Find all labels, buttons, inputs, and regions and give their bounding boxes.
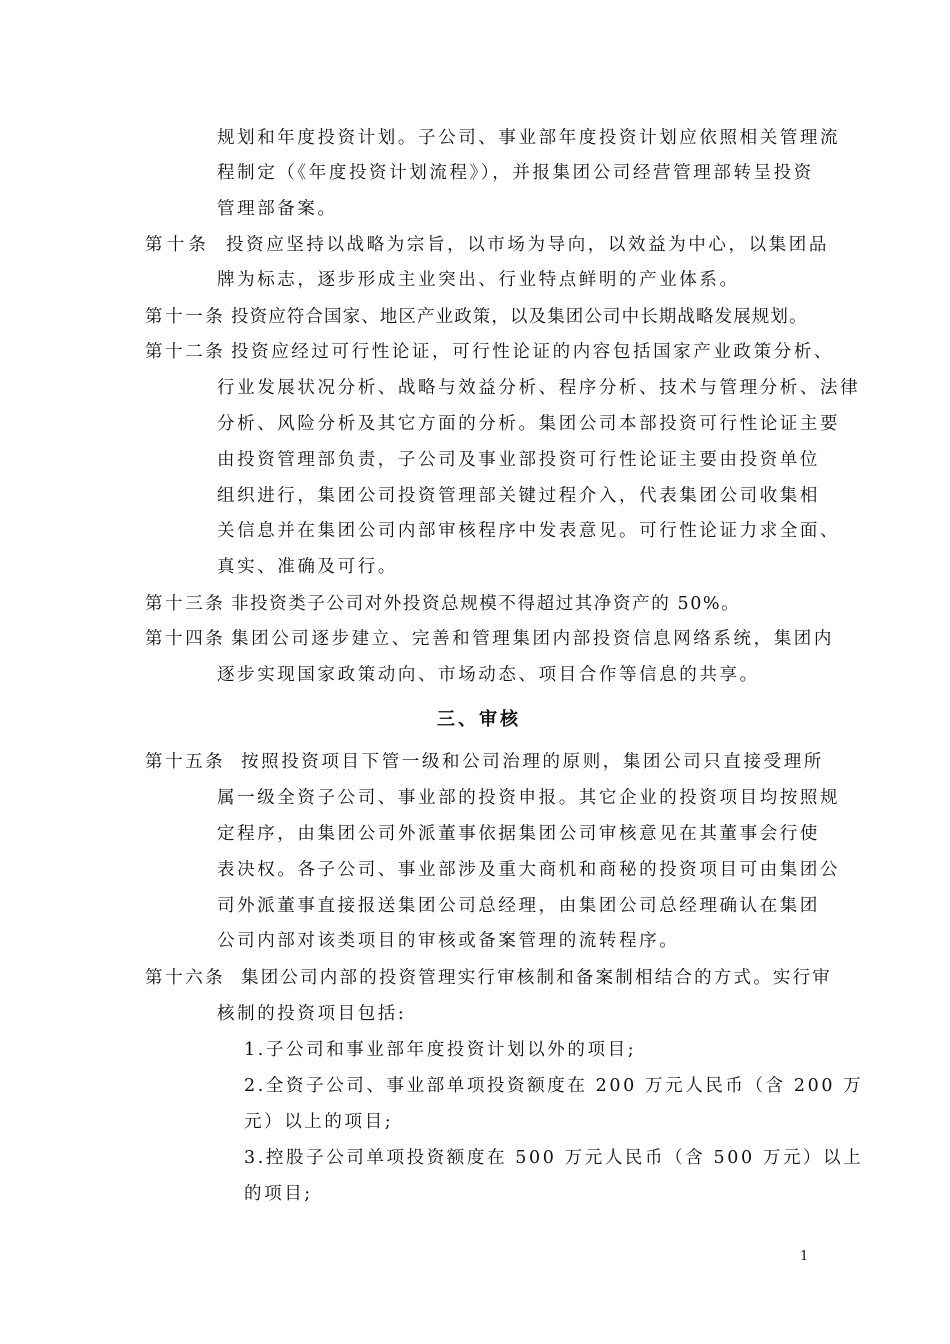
article-16-number: 第十六条 <box>145 968 226 988</box>
article-12-line-4: 由投资管理部负责，子公司及事业部投资可行性论证主要由投资单位 <box>217 450 820 470</box>
list-item-3-cont: 的项目; <box>244 1184 313 1204</box>
article-13-line-1: 非投资类子公司对外投资总规模不得超过其净资产的 50%。 <box>231 594 741 614</box>
page-number: 1 <box>800 1249 809 1264</box>
article-14-line-1: 集团公司逐步建立、完善和管理集团内部投资信息网络系统，集团内 <box>231 629 834 649</box>
list-item-3: 3.控股子公司单项投资额度在 500 万元人民币（含 500 万元）以上 <box>244 1148 864 1168</box>
article-12-line-2: 行业发展状况分析、战略与效益分析、程序分析、技术与管理分析、法律 <box>217 378 861 398</box>
article-15-line-1: 按照投资项目下管一级和公司治理的原则，集团公司只直接受理所 <box>241 752 824 772</box>
list-item-1: 1.子公司和事业部年度投资计划以外的项目; <box>244 1040 637 1060</box>
article-12-number: 第十二条 <box>145 342 226 362</box>
article-15-number: 第十五条 <box>145 752 226 772</box>
article-10-line-1: 投资应坚持以战略为宗旨，以市场为导向，以效益为中心，以集团品 <box>226 235 829 255</box>
article-13-number: 第十三条 <box>145 594 226 614</box>
intro-line-3: 管理部备案。 <box>217 199 338 219</box>
article-15-line-5: 司外派董事直接报送集团公司总经理，由集团公司总经理确认在集团 <box>217 896 820 916</box>
article-12-line-5: 组织进行，集团公司投资管理部关键过程介入，代表集团公司收集相 <box>217 486 820 506</box>
intro-line-1: 规划和年度投资计划。子公司、事业部年度投资计划应依照相关管理流 <box>217 128 841 148</box>
article-15-line-4: 表决权。各子公司、事业部涉及重大商机和商秘的投资项目可由集团公 <box>217 860 841 880</box>
article-16-line-1: 集团公司内部的投资管理实行审核制和备案制相结合的方式。实行审 <box>241 968 832 988</box>
article-12-line-7: 真实、准确及可行。 <box>217 557 398 577</box>
article-15-line-2: 属一级全资子公司、事业部的投资申报。其它企业的投资项目均按照规 <box>217 788 841 808</box>
intro-line-2: 程制定（《年度投资计划流程》），并报集团公司经营管理部转呈投资 <box>217 163 814 183</box>
article-10-number: 第十条 <box>145 235 211 255</box>
article-12-line-3: 分析、风险分析及其它方面的分析。集团公司本部投资可行性论证主要 <box>217 414 841 434</box>
article-12-line-1: 投资应经过可行性论证，可行性论证的内容包括国家产业政策分析、 <box>231 342 834 362</box>
list-item-2-cont: 元）以上的项目; <box>244 1112 394 1132</box>
article-14-number: 第十四条 <box>145 629 226 649</box>
article-14-line-2: 逐步实现国家政策动向、市场动态、项目合作等信息的共享。 <box>217 665 760 685</box>
list-item-2: 2.全资子公司、事业部单项投资额度在 200 万元人民币（含 200 万 <box>244 1076 864 1096</box>
article-10-line-2: 牌为标志，逐步形成主业突出、行业特点鲜明的产业体系。 <box>217 270 740 290</box>
article-11-line-1: 投资应符合国家、地区产业政策，以及集团公司中长期战略发展规划。 <box>231 307 808 327</box>
section-heading: 三、审核 <box>437 709 521 730</box>
article-16-line-2: 核制的投资项目包括: <box>217 1004 407 1024</box>
article-11-number: 第十一条 <box>145 307 226 327</box>
article-15-line-3: 定程序，由集团公司外派董事依据集团公司审核意见在其董事会行使 <box>217 824 820 844</box>
article-12-line-6: 关信息并在集团公司内部审核程序中发表意见。可行性论证力求全面、 <box>217 521 841 541</box>
article-15-line-6: 公司内部对该类项目的审核或备案管理的流转程序。 <box>217 931 680 951</box>
